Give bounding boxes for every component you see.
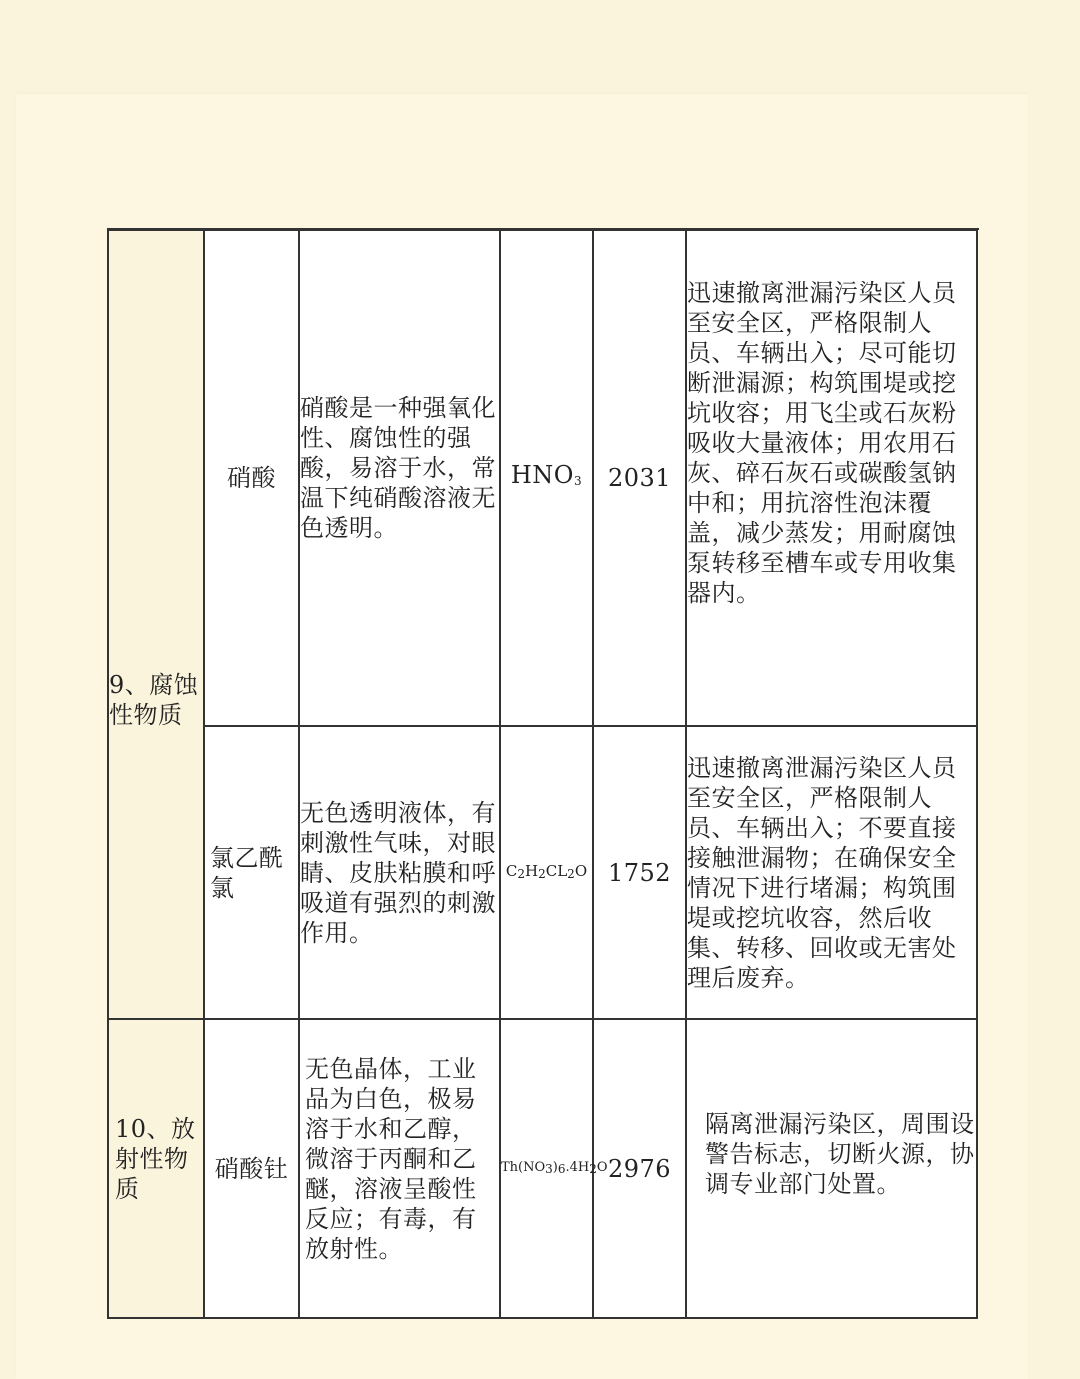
hazardous-substances-table [107, 229, 978, 1319]
emergency-measures-cell [686, 1019, 977, 1318]
description-cell [299, 726, 500, 1019]
substance-name-cell [204, 230, 299, 726]
table-row [108, 230, 977, 726]
substance-name: 硝酸钍 [214, 1154, 289, 1183]
chemical-formula: $HNO_3$ [510, 461, 583, 489]
formula-cell [500, 230, 593, 726]
formula-cell [500, 1019, 608, 1318]
substance-name-cell [204, 726, 299, 1019]
category-label: 9、腐蚀性物质 [109, 670, 199, 729]
category-label: 10、放射性物质 [115, 1114, 196, 1203]
emergency-measures-cell [686, 726, 977, 1019]
description-cell [299, 230, 500, 726]
emergency-measures: 迅速撤离泄漏污染区人员至安全区，严格限制人员、车辆出入；尽可能切断泄漏源；构筑围堤或挖坑收容；用飞尘或石灰粉吸收大量液体；用农用石灰、碎石灰石或碳酸氢钠中和；用抗溶性泡沫覆盖，减少蒸发；用耐腐蚀泵转移至槽车或专用收集器内。 [687, 279, 957, 607]
table-row [108, 726, 977, 1019]
un-number: 1752 [607, 858, 672, 887]
un-number: 2976 [607, 1154, 672, 1183]
un-number-cell [593, 726, 686, 1019]
substance-name: 硝酸 [227, 464, 276, 492]
emergency-measures-cell [686, 230, 977, 726]
formula-cell [500, 726, 593, 1019]
chemical-formula: $Th(NO_3)_6.4H_2O$ [501, 1160, 608, 1176]
emergency-measures: 隔离泄漏污染区，周围设警告标志，切断火源，协调专业部门处置。 [705, 1109, 975, 1198]
table-row [108, 1019, 977, 1318]
substance-description: 无色透明液体，有刺激性气味，对眼睛、皮肤粘膜和呼吸道有强烈的刺激作用。 [300, 798, 496, 947]
substance-name: 氯乙酰氯 [210, 843, 284, 902]
category-cell [108, 230, 204, 1019]
description-cell [299, 1019, 500, 1318]
substance-name-cell [204, 1019, 299, 1318]
substance-description: 无色晶体，工业品为白色，极易溶于水和乙醇，微溶于丙酮和乙醚，溶液呈酸性反应；有毒，有放射性。 [305, 1054, 477, 1263]
substance-description: 硝酸是一种强氧化性、腐蚀性的强酸，易溶于水，常温下纯硝酸溶液无色透明。 [300, 394, 496, 542]
chemical-formula: $C_2H_2CL_2O$ [505, 862, 588, 881]
category-cell [108, 1019, 204, 1318]
un-number: 2031 [607, 464, 672, 492]
un-number-cell [593, 230, 686, 726]
emergency-measures: 迅速撤离泄漏污染区人员至安全区，严格限制人员、车辆出入；不要直接接触泄漏物；在确保安全情况下进行堵漏；构筑围堤或挖坑收容，然后收集、转移、回收或无害处理后废弃。 [687, 753, 957, 992]
